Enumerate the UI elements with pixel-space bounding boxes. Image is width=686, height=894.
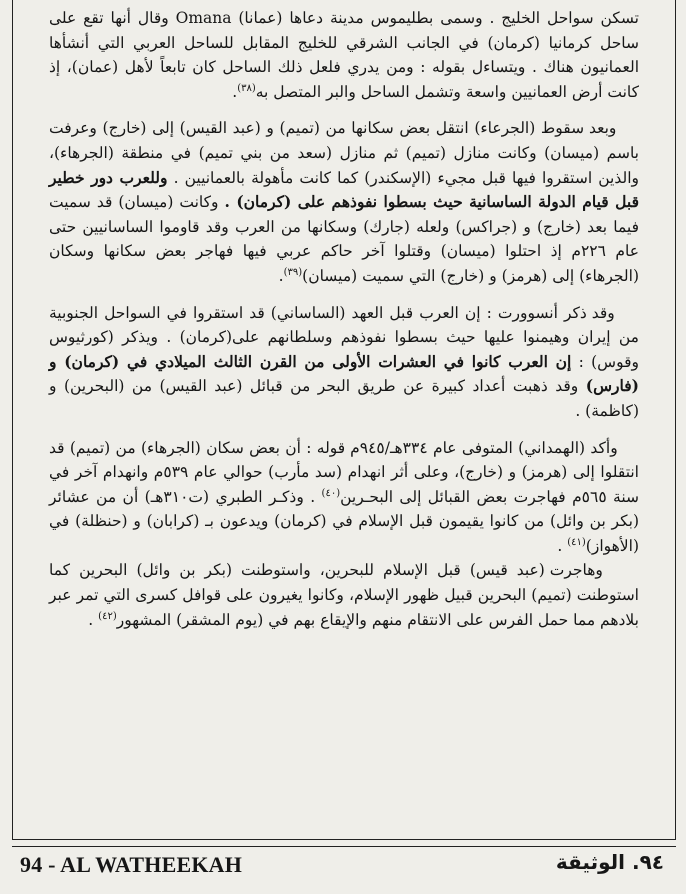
- paragraph-4-end: .: [557, 536, 563, 555]
- paragraph-2-bold-text: وللعرب دور خطير قبل قيام الدولة الساسانية حيث بسطوا نفوذهم على (كرمان) .: [49, 167, 639, 212]
- paragraph-5-text: وهاجرت (عبد قيس) قبل الإسلام للبحرين، واستوطنت (بكر بن وائل) البحرين كما استوطنت (تميم) البحرين قبيل ظهور الإسلام، وكانوا يغيرون على قوافل كسرى التي تمر عبر بلادهم مما حمل الفرس على الانتقام منهم والإيقاع بهم في (يوم المشقر) المشهور: [49, 561, 639, 629]
- footer-rule: [12, 846, 676, 847]
- paragraph-2-text-continued: وكانت (ميسان) قد سميت فيما بعد (خارج) و (جراكس) ولعله (جارك) وسكانها من العرب وقد قاوموا الساسانيين حتى عام ٢٢٦م إذ احتلوا (ميسان) وقتلوا آخر حاكم عربي فيها فهاجر بعض سكانها وسكان (الجرهاء) إلى (هرمز) و (خارج) التي سميت (ميسان): [49, 193, 639, 285]
- page-frame: [12, 0, 676, 840]
- footnote-ref-41[interactable]: (٤١): [567, 536, 586, 548]
- paragraph-1-text: تسكن سواحل الخليج . وسمى بطليموس مدينة دعاها (عمانا) Omana وقال أنها تقع على ساحل كرمانيا (كرمان) في الجانب الشرقي للخليج المقابل للساحل العربي التي أنشأها العمانيون هناك . ويتساءل بقوله : ومن يدري فلعل ذلك الساحل كان تابعاً لأهل (عمان)، إذ كانت أرض العمانيين واسعة وتشمل الساحل والبر المتصل به: [49, 9, 639, 101]
- paragraph-4: [49, 436, 639, 559]
- paragraph-4-text: وأكد (الهمداني) المتوفى عام ٣٣٤هـ/٩٤٥م قوله : أن بعض سكان (الجرهاء) من (تميم) قد انتقلوا إلى (هرمز) و (خارج)، وعلى أثر انهدام (سد مأرب) حوالي عام ٥٣٩م وانهدام آخر في سنة ٥٦٥م فهاجرت بعض القبائل إلى البحـرين: [49, 438, 640, 506]
- footnote-ref-40[interactable]: (٤٠): [321, 487, 341, 499]
- paragraph-2: وبعد سقوط (الجرعاء) انتقل بعض سكانها من (تميم) و (عبد القيس) إلى (خارج) وعرفت باسم (ميسان) وكانت منازل (تميم) ثم منازل (سعد من بني تميم) في منطقة (الجرهاء)، والذين استقروا فيها قبل مجيء (الإسكندر) كما كانت مأهولة بالعمانيين . وللعرب دور خطير قبل قيام الدولة الساسانية حيث بسطوا نفوذهم على (كرمان) . وكانت (ميسان) قد سميت فيما بعد (خارج) و (جراكس) ولعله (جارك) وسكانها من العرب وقد قاوموا الساسانيين حتى عام ٢٢٦م إذ احتلوا (ميسان) وقتلوا آخر حاكم عربي فيها فهاجر بعض سكانها وسكان (الجرهاء) إلى (هرمز) و (خارج) التي سميت (ميسان)$^{(٣٩)}$.: [49, 119, 639, 285]
- paragraph-2-text: وبعد سقوط (الجرعاء) انتقل بعض سكانها من (تميم) و (عبد القيس) إلى (خارج) وعرفت باسم (ميسان) وكانت منازل (تميم) ثم منازل (سعد من بني تميم) في منطقة (الجرهاء)، والذين استقروا فيها قبل مجيء (الإسكندر) كما كانت مأهولة بالعمانيين .: [49, 119, 639, 187]
- paragraph-3-bold-text: إن العرب كانوا في العشرات الأولى من القرن الثالث الميلادي في (كرمان) و (فارس): [49, 351, 639, 396]
- footer-page-label-latin: 94 - AL WATHEEKAH: [20, 852, 243, 877]
- page-footer: [0, 846, 686, 886]
- paragraph-gap: [49, 289, 639, 301]
- paragraph-1: تسكن سواحل الخليج . وسمى بطليموس مدينة دعاها (عمانا) Omana وقال أنها تقع على ساحل كرمانيا (كرمان) في الجانب الشرقي للخليج المقابل للساحل العربي التي أنشأها العمانيون هناك . ويتساءل بقوله : ومن يدري فلعل ذلك الساحل كان تابعاً لأهل (عمان)، إذ كانت أرض العمانيين واسعة وتشمل الساحل والبر المتصل به$^{(٣٨)}$.: [49, 9, 639, 101]
- footnote-ref-39[interactable]: (٣٩): [283, 266, 303, 278]
- article-body: [49, 6, 639, 632]
- paragraph-3: [49, 301, 639, 424]
- paragraph-4-text-continued: . وذكـر الطبري (ت٣١٠هـ) أن من عشائر (بكر بن وائل) من كانوا يقيمون قبل الإسلام في (كرمان) ويدعون بـ (كرابان) و (حنظلة) في (الأهواز): [49, 487, 639, 555]
- paragraph-3-text-continued: وقد ذهبت أعداد كبيرة عن طريق البحر من قبائل (عبد القيس) من (البحرين) و (كاظمة) .: [49, 377, 639, 420]
- paragraph-5: [49, 558, 639, 632]
- paragraph-gap: [49, 104, 639, 116]
- paragraph-5-end: .: [88, 610, 94, 629]
- footnote-ref-38[interactable]: (٣٨): [237, 82, 256, 94]
- paragraph-3-text: وقد ذكر أنسوورت : إن العرب قبل العهد (الساساني) قد استقروا في السواحل الجنوبية من إيران وهيمنوا عليها حيث بسطوا نفوذهم وسلطانهم على(كرمان) . ويذكر (كورثيوس وقوس) :: [49, 303, 640, 371]
- paragraph-gap: [49, 424, 639, 436]
- footer-page-label-arabic: ٩٤. الوثيقة: [555, 850, 664, 874]
- footnote-ref-42[interactable]: (٤٢): [98, 610, 117, 622]
